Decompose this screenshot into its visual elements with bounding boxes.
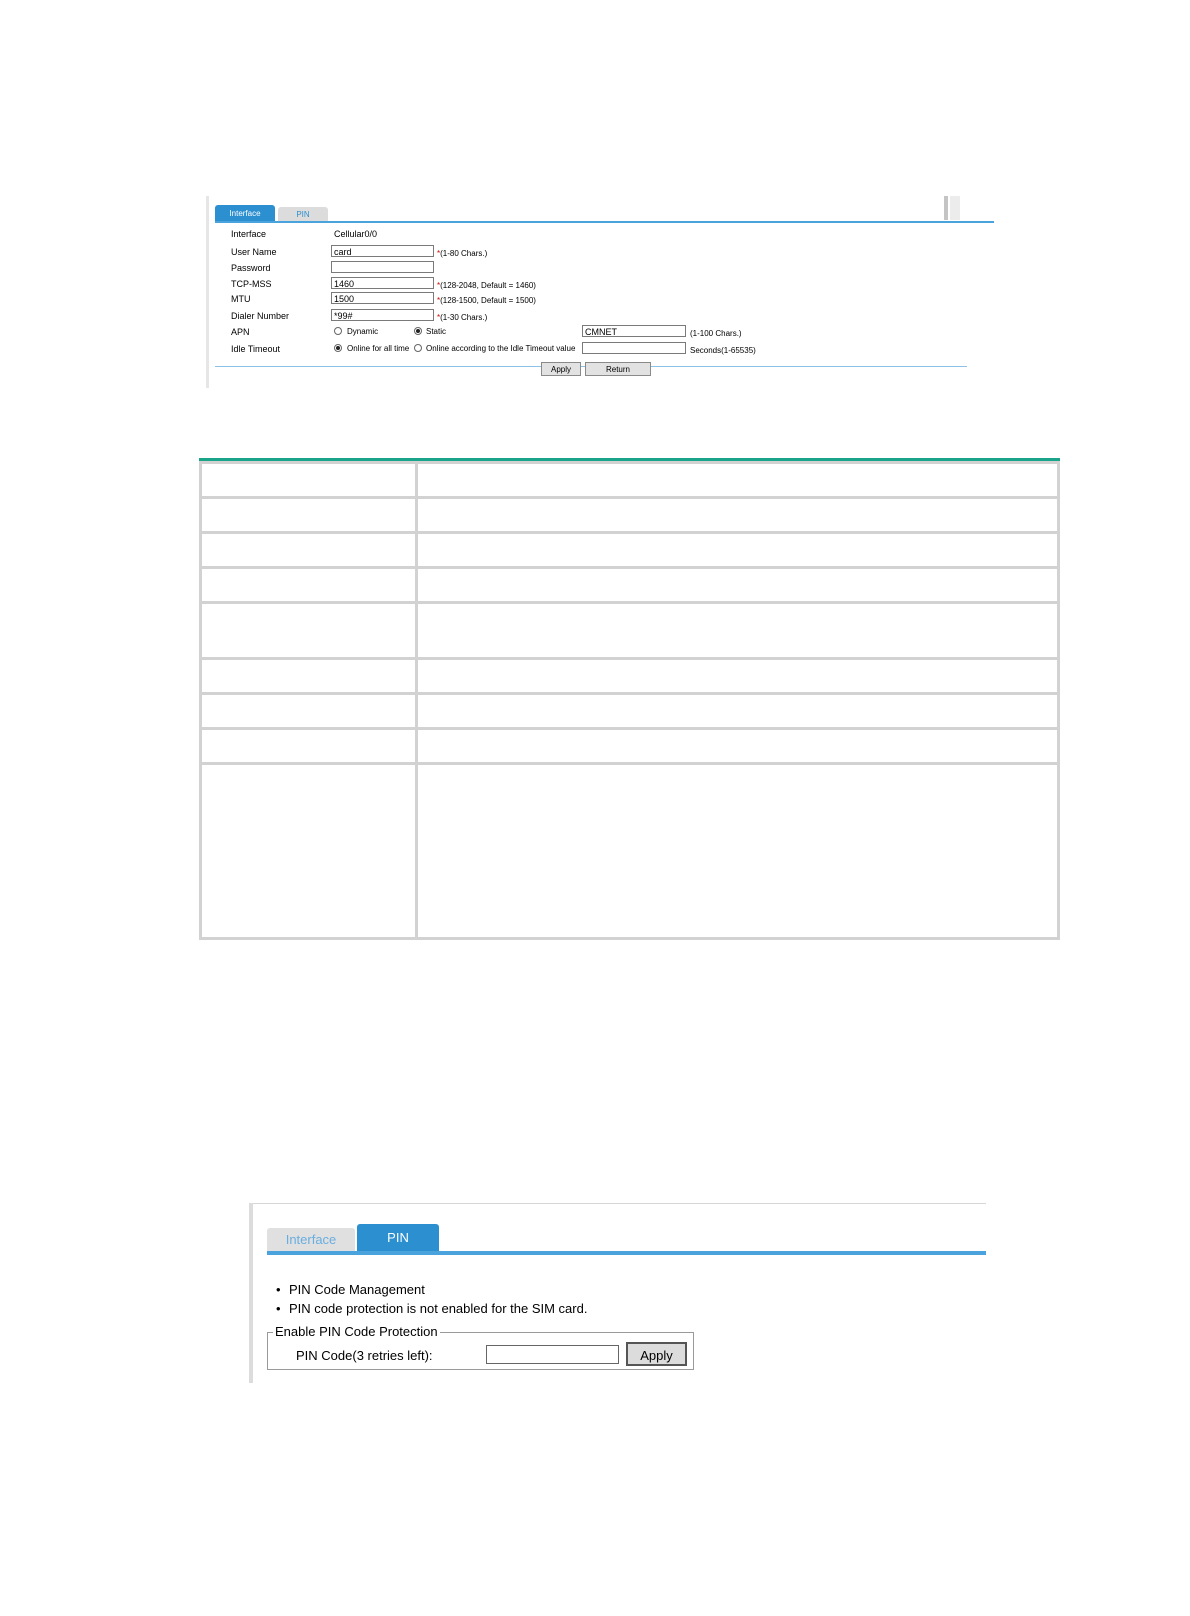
table-cell [201,603,417,659]
mtu-input[interactable]: 1500 [331,292,434,304]
apply-button[interactable]: Apply [541,362,581,376]
idle-timeout-hint: Seconds(1-65535) [690,346,756,355]
table-row [201,764,1059,939]
tab-underline [215,221,994,223]
dialer-number-label: Dialer Number [231,311,290,321]
table-row [201,659,1059,694]
parameter-table [199,461,1060,940]
interface-config-screenshot [206,196,994,388]
tcp-mss-label: TCP-MSS [231,279,272,289]
screenshot-edge [249,1203,253,1383]
table-cell [417,533,1059,568]
dialer-number-hint: *(1-30 Chars.) [437,313,488,322]
table-cell [201,533,417,568]
bullet-pin-status: • PIN code protection is not enabled for the SIM card. [289,1301,587,1316]
table-cell [201,694,417,729]
table-row [201,603,1059,659]
password-label: Password [231,263,271,273]
user-name-input[interactable]: card [331,245,434,257]
user-name-hint: *(1-80 Chars.) [437,249,488,258]
tab-pin[interactable]: PIN [278,207,328,222]
mtu-hint: *(128-1500, Default = 1500) [437,296,536,305]
mtu-label: MTU [231,294,251,304]
tcp-mss-input[interactable]: 1460 [331,277,434,289]
pin-code-label: PIN Code(3 retries left): [296,1348,433,1363]
screenshot-edge [206,196,209,388]
table-cell [417,764,1059,939]
password-input[interactable] [331,261,434,273]
idle-timeout-input[interactable] [582,342,686,354]
screenshot-edge [249,1203,986,1204]
screenshot-edge [950,196,960,220]
bullet-pin-management: • PIN Code Management [289,1282,425,1297]
pin-apply-button[interactable]: Apply [626,1342,687,1366]
table-row [201,568,1059,603]
interface-value: Cellular0/0 [334,229,378,239]
tab-interface[interactable]: Interface [215,205,275,222]
tab-interface[interactable]: Interface [267,1228,355,1252]
table-cell [201,729,417,764]
table-cell [417,603,1059,659]
online-all-time-radio[interactable] [334,344,342,352]
table-row [201,533,1059,568]
table-cell [201,463,417,498]
pin-config-screenshot [249,1203,986,1383]
idle-timeout-radio[interactable] [414,344,422,352]
pin-protection-title: Enable PIN Code Protection [275,1324,438,1339]
apn-input[interactable]: CMNET [582,325,686,337]
table-cell [417,729,1059,764]
screenshot-edge [944,196,948,220]
dialer-number-input[interactable]: *99# [331,309,434,321]
idle-timeout-option-label: Online according to the Idle Timeout value [426,344,576,353]
online-all-time-label: Online for all time [347,344,410,353]
table-cell [417,694,1059,729]
tab-underline [267,1251,986,1255]
table-cell [417,659,1059,694]
apn-dynamic-radio[interactable] [334,327,342,335]
tcp-mss-hint: *(128-2048, Default = 1460) [437,281,536,290]
table-row [201,463,1059,498]
tab-pin[interactable]: PIN [357,1224,439,1252]
table-cell [201,568,417,603]
table-cell [417,463,1059,498]
user-name-label: User Name [231,247,277,257]
return-button[interactable]: Return [585,362,651,376]
apn-static-radio[interactable] [414,327,422,335]
interface-label: Interface [231,229,267,239]
table-row [201,498,1059,533]
apn-label: APN [231,327,250,337]
table-row [201,729,1059,764]
pin-code-input[interactable] [486,1345,619,1364]
table-row [201,694,1059,729]
table-cell [417,568,1059,603]
table-cell [417,498,1059,533]
table-cell [201,659,417,694]
table-cell [201,498,417,533]
apn-hint: (1-100 Chars.) [690,329,742,338]
table-cell [201,764,417,939]
apn-dynamic-label: Dynamic [347,327,379,336]
idle-timeout-label: Idle Timeout [231,344,281,354]
apn-static-label: Static [426,327,447,336]
